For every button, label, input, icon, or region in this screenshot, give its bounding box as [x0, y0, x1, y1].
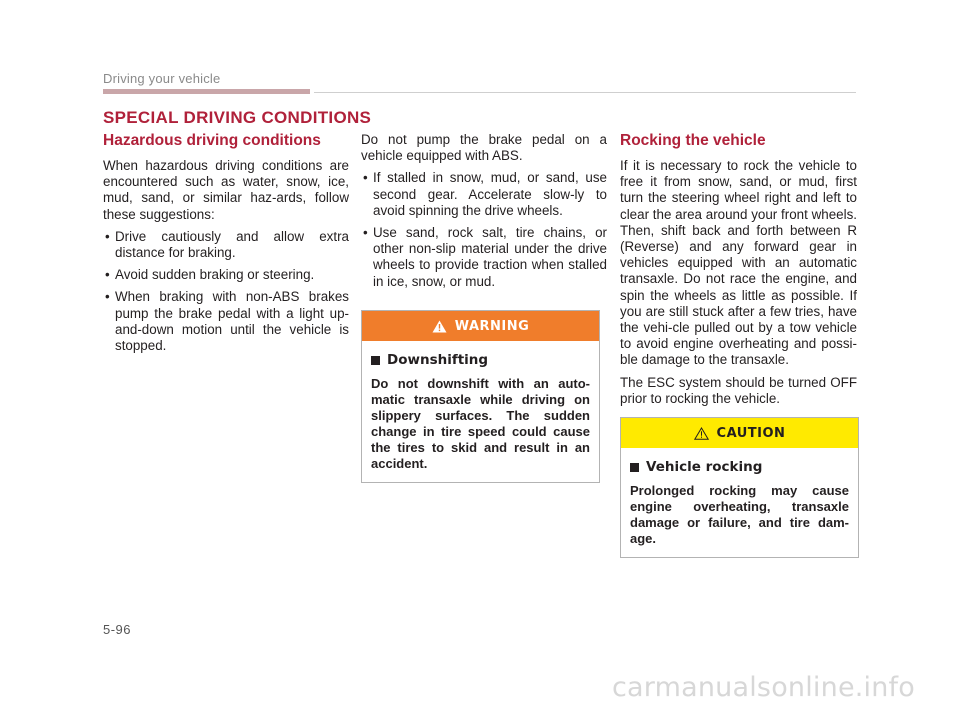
page-number: 5-96	[103, 622, 132, 637]
list-item-text: Avoid sudden braking or steering.	[115, 267, 315, 283]
list-item	[103, 229, 349, 261]
warning-body	[362, 341, 599, 482]
caution-label: CAUTION	[716, 425, 786, 441]
list-item-text: Use sand, rock salt, tire chains, or other non-slip material under the drive wheels to provide traction when stalled in ice, snow, or mud.	[373, 225, 607, 289]
hazardous-bullet-list	[103, 229, 349, 354]
list-item-text: When braking with non-ABS brakes pump the brake pedal with a light up-and-down motion until the vehicle is stopped.	[115, 289, 349, 354]
watermark-text: carmanualsonline.info	[612, 672, 915, 703]
warning-text: Do not downshift with an auto-matic transaxle while driving on slippery surfaces. The sudden change in tire speed could cause the tires to skid and result in an accident.	[371, 376, 590, 471]
header-section-label: Driving your vehicle	[103, 71, 221, 86]
warning-title	[371, 352, 590, 368]
bullet-icon: •	[105, 228, 110, 244]
caution-title	[630, 459, 849, 475]
bullet-icon: •	[105, 267, 110, 283]
list-item	[103, 289, 349, 354]
list-item-text: Drive cautiously and allow extra distance for braking.	[115, 228, 349, 261]
rocking-heading: Rocking the vehicle	[620, 132, 766, 149]
column-hazardous-continued	[361, 132, 607, 296]
rocking-paragraph-2: The ESC system should be turned OFF prior to rocking the vehicle.	[620, 374, 857, 406]
list-item	[361, 225, 607, 290]
warning-triangle-icon	[432, 320, 447, 333]
header-rule-line	[314, 92, 856, 93]
bullet-icon: •	[363, 170, 368, 186]
caution-body	[621, 448, 858, 557]
caution-title-text: Vehicle rocking	[646, 459, 763, 475]
caution-triangle-icon	[694, 427, 709, 440]
list-item	[361, 170, 607, 219]
black-square-icon	[630, 463, 639, 472]
header-accent-rule	[103, 89, 310, 94]
rocking-paragraph-1: If it is necessary to rock the vehicle to free it from snow, sand, or mud, first turn the steering wheel right and left to clear the area around your front wheels. Then, shift back and forth between R (Reverse) and any forward gear in vehicles equipped with an automatic transaxle. Do not race the engine, and spin the wheels as little as possible. If you are still stuck after a few tries, have the vehi-cle pulled out by a tow vehicle to avoid engine overheating and possi-ble damage to the transaxle.	[620, 158, 857, 368]
chapter-title: SPECIAL DRIVING CONDITIONS	[103, 108, 372, 127]
caution-header	[621, 418, 858, 448]
column-hazardous	[103, 132, 349, 360]
hazardous-intro: When hazardous driving conditions are encountered such as water, snow, ice, mud, sand, or similar haz-ards, follow these suggestions:	[103, 158, 349, 222]
black-square-icon	[371, 356, 380, 365]
list-item	[103, 267, 349, 283]
abs-note: Do not pump the brake pedal on a vehicle equipped with ABS.	[361, 132, 607, 164]
stalled-bullet-list	[361, 170, 607, 289]
caution-box	[620, 417, 859, 558]
warning-title-text: Downshifting	[387, 352, 489, 368]
column-rocking	[620, 132, 857, 413]
bullet-icon: •	[363, 225, 368, 241]
warning-label: WARNING	[454, 318, 530, 334]
warning-box	[361, 310, 600, 483]
warning-header	[362, 311, 599, 341]
bullet-icon: •	[105, 289, 110, 305]
list-item-text: If stalled in snow, mud, or sand, use second gear. Accelerate slow-ly to avoid spinning the drive wheels.	[373, 170, 607, 218]
hazardous-heading: Hazardous driving conditions	[103, 132, 321, 149]
caution-text: Prolonged rocking may cause engine overheating, transaxle damage or failure, and tire dam-age.	[630, 483, 849, 546]
